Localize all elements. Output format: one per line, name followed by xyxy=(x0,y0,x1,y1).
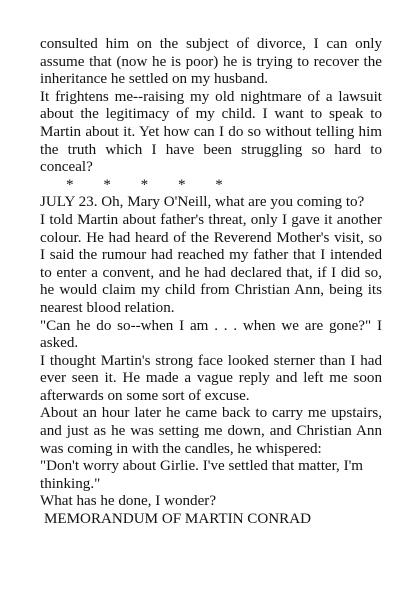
paragraph-girlie: "Don't worry about Girlie. I've settled that matter, I'm thinking." xyxy=(40,458,364,492)
paragraph-question: "Can he do so--when I am . . . when we are gone?" I asked. xyxy=(40,317,382,352)
paragraph-candles: About an hour later he came back to carry me upstairs, and just as he was setting me down, and Christian Ann was coming in with the candles, he whispered: xyxy=(40,405,382,457)
paragraph-threat: I told Martin about father's threat, only I gave it another colour. He had heard of the Reverend Mother's visit, so I said the rumour had reached my father that I intended to enter a convent, and he had declared that, if I did so, he would claim my child from Christian Ann, being its nearest blood relation. xyxy=(40,211,382,316)
paragraph-wonder: What has he done, I wonder? xyxy=(40,493,217,510)
diary-entry-heading: JULY 23. Oh, Mary O'Neill, what are you coming to? xyxy=(40,194,365,211)
document-page xyxy=(40,36,382,529)
paragraph-stern-face: I thought Martin's strong face looked sterner than I had ever seen it. He made a vague reply and left me soon afterwards on some sort of excuse. xyxy=(40,352,382,404)
paragraph-divorce: consulted him on the subject of divorce, I can only assume that (now he is poor) he is trying to recover the inheritance he settled on my husband. xyxy=(40,36,382,88)
paragraph-nightmare: It frightens me--raising my old nightmare of a lawsuit about the legitimacy of my child. I want to speak to Martin about it. Yet how can I do so without telling him the truth which I have been struggling so hard to conceal? xyxy=(40,88,382,176)
section-divider: * * * * * xyxy=(66,176,223,193)
memorandum-heading: MEMORANDUM OF MARTIN CONRAD xyxy=(44,511,312,528)
